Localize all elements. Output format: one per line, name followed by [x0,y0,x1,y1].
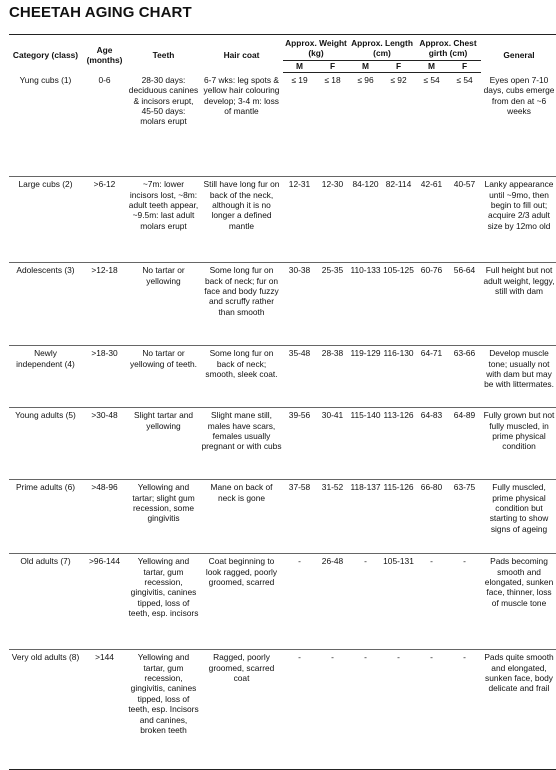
cell-general: Full height but not adult weight, leggy, still with dam [481,263,556,346]
cell-weight-f: - [316,650,349,770]
cell-age: >48-96 [82,480,127,554]
cell-weight-f: ≤ 18 [316,73,349,177]
cell-category: Adolescents (3) [9,263,82,346]
cell-age: 0-6 [82,73,127,177]
cell-teeth: Yellowing and tartar, gum recession, gingivitis, canines tipped, loss of teeth, esp. incisors [127,554,200,650]
cell-length-m: 119-129 [349,346,382,408]
cell-age: >12-18 [82,263,127,346]
cell-length-f: 116-130 [382,346,415,408]
cell-chest-f: 56-64 [448,263,481,346]
table-row [9,554,556,650]
cell-category: Very old adults (8) [9,650,82,770]
cell-length-f: 105-131 [382,554,415,650]
cell-weight-m: ≤ 19 [283,73,316,177]
cell-general: Develop muscle tone; usually not with dam but may be with littermates. [481,346,556,408]
header-category: Category (class) [12,50,79,61]
cell-general: Lanky appearance until ~9mo, then begin to fill out; acquire 2/3 adult size by 12mo old [481,177,556,263]
cell-weight-f: 31-52 [316,480,349,554]
cell-weight-f: 25-35 [316,263,349,346]
header-weight: Approx. Weight (kg) [283,35,349,61]
cell-length-m: 84-120 [349,177,382,263]
header-length-m: M [349,60,382,72]
cell-chest-m: 42-61 [415,177,448,263]
cell-chest-m: - [415,554,448,650]
page-title: CHEETAH AGING CHART [9,4,192,21]
cell-length-m: ≤ 96 [349,73,382,177]
cell-teeth: Yellowing and tartar, gum recession, gingivitis, canines tipped, loss of teeth, esp. Incisors and canines, broken teeth [127,650,200,770]
table-row [9,177,556,263]
cell-weight-m: 37-58 [283,480,316,554]
cell-hair: 6-7 wks: leg spots & yellow hair colouring develop; 3-4 m: loss of mantle [200,73,283,177]
cell-hair: Some long fur on back of neck; smooth, sleek coat. [200,346,283,408]
cell-length-m: 110-133 [349,263,382,346]
cell-weight-m: 12-31 [283,177,316,263]
header-general: General [503,50,535,61]
cell-chest-m: 66-80 [415,480,448,554]
cell-hair: Coat beginning to look ragged, poorly groomed, scarred [200,554,283,650]
table-row [9,650,556,770]
cell-length-f: 82-114 [382,177,415,263]
cell-chest-f: - [448,554,481,650]
cell-category: Large cubs (2) [9,177,82,263]
cell-general: Fully muscled, prime physical condition but starting to show signs of ageing [481,480,556,554]
header-hair: Hair coat [223,50,260,61]
cell-length-f: - [382,650,415,770]
cell-hair: Still have long fur on back of the neck, although it is no longer a defined mantle [200,177,283,263]
cell-category: Prime adults (6) [9,480,82,554]
cell-chest-f: 64-89 [448,408,481,480]
cell-chest-f: - [448,650,481,770]
cell-length-m: - [349,554,382,650]
cell-weight-m: 39-56 [283,408,316,480]
cell-hair: Ragged, poorly groomed, scarred coat [200,650,283,770]
cell-category: Yung cubs (1) [9,73,82,177]
table-row [9,73,556,177]
header-chest: Approx. Chest girth (cm) [415,35,481,61]
aging-table [9,34,556,770]
cell-length-m: 118-137 [349,480,382,554]
cell-general: Eyes open 7-10 days, cubs emerge from den at ~6 weeks [481,73,556,177]
cell-length-f: ≤ 92 [382,73,415,177]
header-weight-f: F [316,60,349,72]
cell-general: Fully grown but not fully muscled, in prime physical condition [481,408,556,480]
cell-length-f: 105-125 [382,263,415,346]
cell-chest-m: 64-83 [415,408,448,480]
cell-teeth: Yellowing and tartar; slight gum recession, some gingivitis [127,480,200,554]
cell-weight-f: 28-38 [316,346,349,408]
header-length: Approx. Length (cm) [349,35,415,61]
cell-general: Pads quite smooth and elongated, sunken face, body delicate and frail [481,650,556,770]
cell-category: Old adults (7) [9,554,82,650]
cell-weight-m: 35-48 [283,346,316,408]
table-row [9,346,556,408]
cell-chest-f: 40-57 [448,177,481,263]
cell-age: >96-144 [82,554,127,650]
table-header [9,35,556,73]
cell-hair: Slight mane still, males have scars, females usually pregnant or with cubs [200,408,283,480]
cell-teeth: ~7m: lower incisors lost, ~8m: adult teeth appear, ~9.5m: last adult molars erupt [127,177,200,263]
cell-age: >18-30 [82,346,127,408]
cell-chest-m: ≤ 54 [415,73,448,177]
table-body [9,73,556,770]
cell-weight-f: 26-48 [316,554,349,650]
table-row [9,480,556,554]
cell-teeth: 28-30 days: deciduous canines & incisors erupt, 45-50 days: molars erupt [127,73,200,177]
cell-chest-m: 64-71 [415,346,448,408]
cell-category: Newly independent (4) [9,346,82,408]
header-chest-f: F [448,60,481,72]
cell-weight-m: - [283,554,316,650]
cell-chest-f: ≤ 54 [448,73,481,177]
table-row [9,263,556,346]
header-teeth: Teeth [152,50,175,61]
cell-hair: Some long fur on back of neck; fur on face and body fuzzy and scruffy rather than smooth [200,263,283,346]
cell-general: Pads becoming smooth and elongated, sunken face, thinner, loss of muscle tone [481,554,556,650]
header-chest-m: M [415,60,448,72]
cell-length-f: 115-126 [382,480,415,554]
header-age: Age (months) [86,44,123,66]
cell-teeth: No tartar or yellowing of teeth. [127,346,200,408]
cell-chest-m: 60-76 [415,263,448,346]
cell-length-m: - [349,650,382,770]
cell-chest-m: - [415,650,448,770]
header-length-f: F [382,60,415,72]
cell-category: Young adults (5) [9,408,82,480]
cell-chest-f: 63-66 [448,346,481,408]
table-row [9,408,556,480]
cell-length-m: 115-140 [349,408,382,480]
header-weight-m: M [283,60,316,72]
cell-teeth: No tartar or yellowing [127,263,200,346]
cell-length-f: 113-126 [382,408,415,480]
cell-age: >30-48 [82,408,127,480]
cell-chest-f: 63-75 [448,480,481,554]
cell-weight-f: 30-41 [316,408,349,480]
cell-age: >144 [82,650,127,770]
cell-hair: Mane on back of neck is gone [200,480,283,554]
cell-age: >6-12 [82,177,127,263]
cell-teeth: Slight tartar and yellowing [127,408,200,480]
cell-weight-m: 30-38 [283,263,316,346]
cell-weight-m: - [283,650,316,770]
cell-weight-f: 12-30 [316,177,349,263]
